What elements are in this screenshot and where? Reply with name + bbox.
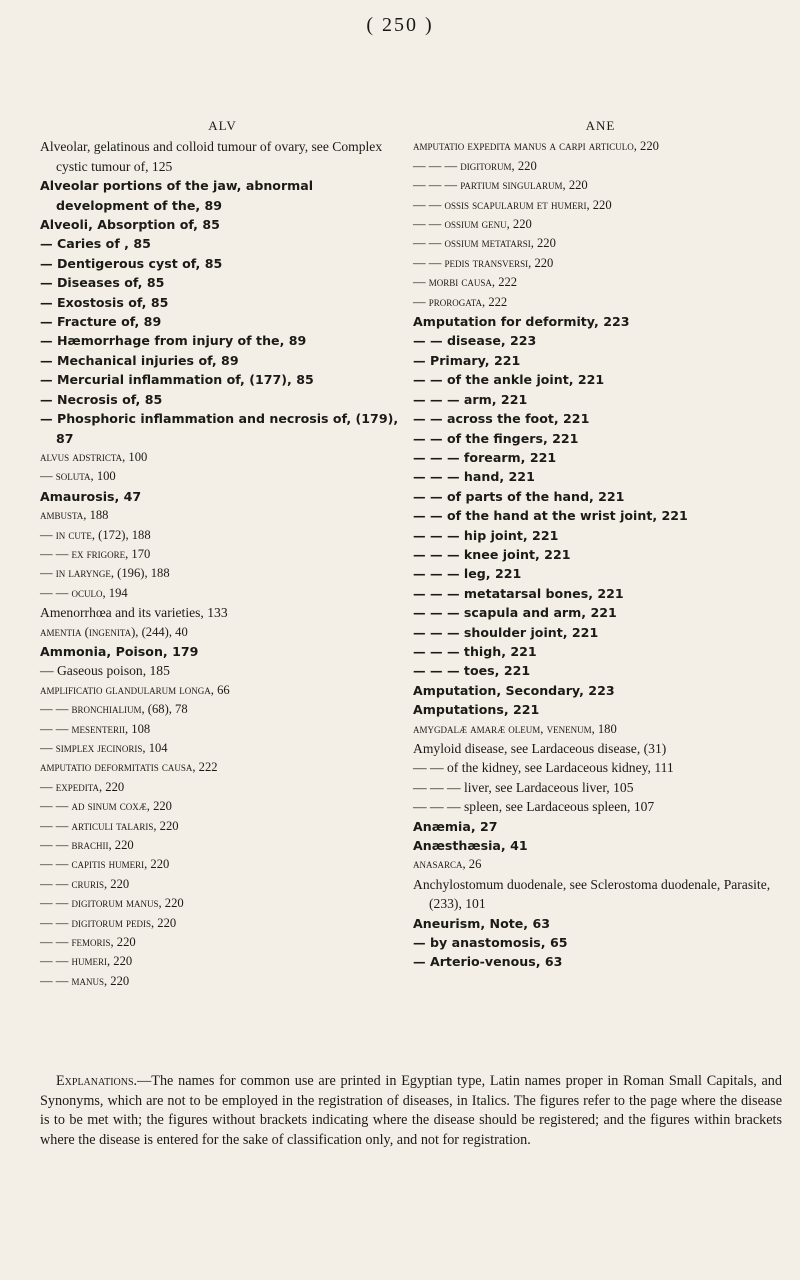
- index-entry: — Fracture of, 89: [40, 314, 162, 330]
- index-entry: — — — leg, 221: [413, 566, 522, 582]
- index-entry: — — of parts of the hand, 221: [413, 488, 625, 504]
- index-entry: — Arterio-venous, 63: [413, 954, 563, 970]
- index-entry: — — manus, 220: [40, 973, 130, 988]
- index-entry: — in larynge, (196), 188: [40, 566, 170, 581]
- index-entry: — — — spleen, see Lardaceous spleen, 107: [413, 799, 655, 815]
- index-entry: amputatio expedita manus a carpi articulo, 220: [413, 139, 659, 154]
- index-entry: anasarca, 26: [413, 857, 482, 872]
- index-entry: — — cruris, 220: [40, 876, 130, 891]
- index-entry: — simplex jecinoris, 104: [40, 741, 168, 755]
- index-entry: Alveolar portions of the jaw, abnormal development of the, 89: [40, 178, 314, 213]
- index-entry: Alveolar, gelatinous and colloid tumour of ovary, see Complex cystic tumour of, 125: [40, 139, 383, 174]
- index-entry: Amputation for deformity, 223: [413, 314, 630, 330]
- index-entry: — — digitorum manus, 220: [40, 896, 184, 911]
- index-entry: Amputations, 221: [413, 702, 540, 718]
- index-entry: alvus adstricta, 100: [40, 449, 148, 464]
- index-entry: — — — partium singularum, 220: [413, 178, 588, 193]
- index-entry: — — — metatarsal bones, 221: [413, 585, 624, 601]
- index-entry: — — humeri, 220: [40, 954, 133, 969]
- left-index-column: [40, 120, 405, 991]
- index-entry: — — — shoulder joint, 221: [413, 624, 599, 640]
- index-entry: — Dentigerous cyst of, 85: [40, 255, 223, 271]
- index-entry: — — brachii, 220: [40, 838, 134, 853]
- index-entry: — — femoris, 220: [40, 935, 136, 950]
- index-entry: — morbi causa, 222: [413, 275, 518, 290]
- index-entry: — — of the fingers, 221: [413, 430, 579, 446]
- index-entry: — — — hip joint, 221: [413, 527, 559, 543]
- index-entry: Anæmia, 27: [413, 818, 498, 834]
- index-entry: — — pedis transversi, 220: [413, 255, 554, 270]
- right-index-column: [413, 120, 788, 972]
- index-entry: Amenorrhœa and its varieties, 133: [40, 605, 228, 621]
- explanations-text: —The names for common use are printed in Egyptian type, Latin names proper in Roman Small Capitals, and Synonyms, which are not to be employed in the registration of diseases, in Italics. The figures refer to the page where the disease is to be met with; the figures without brackets indicating where the disease should be registered; and the figures within brackets where the disease is entered for the sake of classification only, and not for registration.: [40, 1073, 782, 1148]
- index-entry: ambusta, 188: [40, 508, 109, 523]
- index-entry: — — ossium metatarsi, 220: [413, 236, 556, 251]
- index-entry: — — oculo, 194: [40, 585, 128, 600]
- index-entry: — — — liver, see Lardaceous liver, 105: [413, 779, 634, 795]
- index-entry: Ammonia, Poison, 179: [40, 643, 199, 659]
- index-entry: — in cute, (172), 188: [40, 527, 151, 542]
- index-entry: — Phosphoric inflammation and necrosis of, (179), 87: [40, 411, 399, 446]
- index-entry: — — — toes, 221: [413, 663, 531, 679]
- index-entry: amygdalæ amaræ oleum, venenum, 180: [413, 721, 617, 736]
- index-entry: — — ex frigore, 170: [40, 546, 151, 561]
- index-entry: Amputation, Secondary, 223: [413, 682, 615, 698]
- index-entry: — — — thigh, 221: [413, 643, 537, 659]
- index-entry: — — across the foot, 221: [413, 411, 590, 427]
- index-entry: — by anastomosis, 65: [413, 935, 568, 951]
- explanations-note: [40, 1072, 782, 1150]
- index-entry: — — — arm, 221: [413, 391, 528, 407]
- index-entry: — prorogata, 222: [413, 294, 508, 309]
- index-entry: — — capitis humeri, 220: [40, 857, 170, 872]
- index-entry: — — — scapula and arm, 221: [413, 605, 617, 621]
- index-entry: — — ad sinum coxæ, 220: [40, 799, 172, 814]
- left-entries-list: [40, 137, 405, 991]
- index-entry: — — ossis scapularum et humeri, 220: [413, 197, 612, 212]
- index-entry: — Exostosis of, 85: [40, 294, 169, 310]
- index-entry: — Mercurial inflammation of, (177), 85: [40, 372, 314, 388]
- index-entry: — soluta, 100: [40, 469, 116, 484]
- index-entry: — — of the kidney, see Lardaceous kidney, 111: [413, 760, 674, 776]
- index-entry: amputatio deformitatis causa, 222: [40, 760, 218, 775]
- index-entry: amentia (ingenita), (244), 40: [40, 624, 188, 639]
- index-entry: — — ossium genu, 220: [413, 217, 532, 232]
- index-entry: — Mechanical injuries of, 89: [40, 352, 239, 368]
- index-entry: amplificatio glandularum longa, 66: [40, 682, 230, 697]
- index-entry: — — disease, 223: [413, 333, 537, 349]
- index-entry: — — digitorum pedis, 220: [40, 915, 177, 930]
- guide-word-left: ALV: [208, 118, 237, 133]
- index-entry: — Hæmorrhage from injury of the, 89: [40, 333, 307, 349]
- explanations-lead: Explanations.: [56, 1073, 138, 1089]
- index-entry: Amyloid disease, see Lardaceous disease, (31): [413, 741, 667, 756]
- index-entry: — Necrosis of, 85: [40, 391, 163, 407]
- index-entry: Anæsthæsia, 41: [413, 838, 528, 854]
- index-entry: — Caries of , 85: [40, 236, 151, 252]
- index-entry: — Gaseous poison, 185: [40, 663, 170, 679]
- index-entry: — Diseases of, 85: [40, 275, 165, 291]
- index-entry: — — — hand, 221: [413, 469, 535, 485]
- index-entry: — — — knee joint, 221: [413, 546, 571, 562]
- index-entry: — — — forearm, 221: [413, 449, 557, 465]
- index-entry: Anchylostomum duodenale, see Sclerostoma duodenale, Parasite, (233), 101: [413, 876, 771, 912]
- index-entry: Amaurosis, 47: [40, 488, 142, 504]
- index-entry: — — of the ankle joint, 221: [413, 372, 605, 388]
- index-entry: — — — digitorum, 220: [413, 158, 537, 173]
- index-entry: Aneurism, Note, 63: [413, 915, 550, 931]
- index-entry: — Primary, 221: [413, 352, 521, 368]
- index-entry: — — of the hand at the wrist joint, 221: [413, 508, 688, 524]
- index-entry: — — articuli talaris, 220: [40, 818, 179, 833]
- guide-word-right: ANE: [585, 118, 616, 133]
- page-number: ( 250 ): [366, 14, 434, 36]
- index-entry: — — mesenterii, 108: [40, 721, 151, 736]
- index-entry: — expedita, 220: [40, 779, 125, 794]
- index-entry: — — bronchialium, (68), 78: [40, 702, 188, 717]
- index-entry: Alveoli, Absorption of, 85: [40, 217, 220, 233]
- right-entries-list: [413, 137, 788, 971]
